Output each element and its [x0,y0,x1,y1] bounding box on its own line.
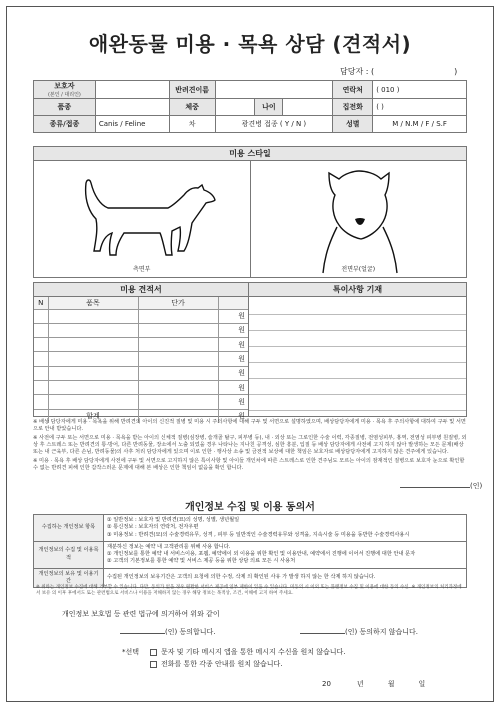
info-table [33,80,467,133]
home-phone-field[interactable]: ( ) [373,99,467,116]
rabies-field[interactable]: 광견병 접종 ( Y / N ) [215,116,333,133]
consent-period-label: 개인정보의 보유 및 이용기간 [34,568,104,588]
estimate-row[interactable]: 원 [34,352,248,366]
estimate-row[interactable]: 원 [34,380,248,394]
consent-note: ※ 위와는 개인정보 수집에 대해 거부할 수 있습니다. 다만, 동의가 없을 경우 원활한 서비스 제공에 일부 제한이 있을 수 있습니다. 미동의 시 이외 또는 플랜정보 수집 및 이용에 대한 동의 수신. ※ 개인정보의 처리과정에서 보유 의 이후 후에서도 또는 관련법으로 서비스나 이용을 저해하지 않는 경우 해당 정보는 목적상, 조건, 이해에 고지 하여 주세요. [36,585,462,597]
dog-face-icon [251,161,467,279]
checkbox-icon[interactable] [150,649,157,656]
notice-text: ※ 배상 담당자에게 미용 · 목욕을 위해 반려견의 아이의 신진적 질병 및 미용 시 주의사항에 대해 구두 및 서면으로 설명하였으며, 배상담당자에게 미용 · 목욕 후 주의사항에 대하여 구두 및 서면으로 안내 받았습니다. ※ 사전에 구두 또는 서면으로 미용 · 목욕을 받는 아이의 신체적 질병(심장병, 슬개골 탈구, 피부병 등), 내 · 외상 또는 그로인한 수술 이력, 각종질병, 전염성피부, 홍역, 전염성 피부병 원질병, 외상 후 스트레스 또는 반려견의 통·방어, 다른 반려동물, 장소에서 노출 되었을 경우 나타나는 지나친 공격성, 심한 흥분, 입질 등 배상 담당자에게 사전에 고지 하지 않아 발생하는 모든 문제(배상 또는 내 근육부, 다른 손님, 반려동물)의 사후 처리 담당자에게 있으며 이로 인한 · 행사상 소송 및 금전적 보상에 대한 책임은 보호자로 배상담당자에게 고지하지 않은 견주에게 있습니다. ※ 미용 · 목욕 후 배상 담당자에게 사전에 구두 및 서면으로 고지하지 않은 특이사항 및 아이들 개인차에 따른 스트레스로 인한 견주님도 모르는 아이의 잠재적인 질병으로 보호자 눈으로 확인할 수 없는 반려견 피해 인한 갑작스러운 문제에 대해 본 배상은 인한 책임이 없음을 확인 합니다. [33,419,467,472]
estimate-total-row[interactable]: 합계 원 [34,409,248,423]
col-item: 품목 [48,297,138,309]
age-field[interactable] [283,99,333,116]
side-view-panel[interactable] [34,161,250,277]
checkbox-icon[interactable] [150,661,157,668]
col-won [218,297,248,309]
special-notes-field[interactable] [249,297,466,416]
estimate-row[interactable]: 원 [34,338,248,352]
optional-label: *선택 [122,648,140,656]
consent-table [33,514,467,588]
date-line[interactable]: 20 년 월 일 [322,680,426,688]
species-field[interactable]: Canis / Feline [95,116,169,133]
call-optout-checkbox[interactable]: 전화를 통한 각종 안내를 원치 않습니다. [150,659,283,669]
sex-label: 성별 [333,116,373,133]
vaccination-count[interactable]: 차 [169,116,215,133]
front-view-panel[interactable] [250,161,467,277]
front-view-caption: 전면부(얼굴) [341,266,376,273]
breed-label: 품종 [34,99,96,116]
sms-optout-checkbox[interactable]: 문자 및 기타 메시지 앱을 통한 메시지 수신을 원치 않습니다. [150,647,346,657]
style-section [33,146,467,278]
consent-items-text: ① 일반정보 : 보호자 및 반려견(묘)의 성명, 성별, 생년월일 ② 통신정보 : 보호자의 연락처, 전자우편 ③ 미용정보 : 반려견(묘)의 수술경력유무, 성격 , 피부 등 일반적인 수술경력유무와 성격을, 지속시술 등 미용을 동반한 수술경력사용시 [104,515,467,542]
sex-field[interactable]: M / N.M / F / S.F [373,116,467,133]
estimate-row[interactable]: 원 [34,395,248,409]
estimate-row[interactable]: 원 [34,366,248,380]
estimate-section [33,282,467,421]
breed-field[interactable] [95,99,169,116]
owner-label: 보호자 (본인 / 대리인) [34,81,96,99]
style-header: 미용 스타일 [34,147,466,161]
owner-field[interactable] [95,81,169,99]
consent-purpose-text: 재분하신 정보는 예약 내 고객관리를 위해 사용 합니다. ① 개인정보를 통한 예약 내 서비스이용, 포웹, 예약에이 외 이용을 위한 확인 및 이용안내, 예약에서 진행에 이어서 진행에 대한 안내 문자 ② 고객의 기본정보를 통한 예약 및 서비스 제공 등을 위한 상담 의료 모든 시 사용처 [104,541,467,568]
side-view-caption: 측면부 [133,266,151,273]
estimate-table [34,297,248,423]
agree-line[interactable]: (인) 동의합니다. [120,627,215,637]
dog-side-icon [34,161,250,279]
consent-title: 개인정보 수집 및 이용 동의서 [185,502,315,513]
estimate-row[interactable]: 원 [34,309,248,323]
pet-name-field[interactable] [215,81,333,99]
col-n: N [34,297,48,309]
consent-purpose-label: 개인정보의 수집 및 이용목적 [34,541,104,568]
consent-items-label: 수집하는 개인정보 항목 [34,515,104,542]
staff-field: 담당자 : ( ) [340,67,458,76]
age-label: 나이 [255,99,283,116]
weight-field[interactable] [215,99,255,116]
col-price: 단가 [138,297,218,309]
contact-field[interactable]: ( 010 ) [373,81,467,99]
pet-name-label: 반려견이름 [169,81,215,99]
special-notes-header: 특이사항 기재 [249,283,466,297]
law-statement: 개인정보 보호법 등 관련 법규에 의거하여 위와 같이 [62,610,220,618]
disagree-line[interactable]: (인) 동의하지 않습니다. [300,627,418,637]
signature-line-1[interactable]: (인) [400,481,482,491]
estimate-row[interactable]: 원 [34,323,248,337]
consent-period-text: 수집된 개인정보의 보유기간은 고객의 요청에 의한 수정, 삭제 의 확인된 사유 가 발생 하지 않는 한 삭제 하지 않습니다. [104,568,467,588]
species-label: 종류/접종 [34,116,96,133]
total-label: 합계 [48,409,138,423]
estimate-header: 미용 견적서 [34,283,248,297]
weight-label: 체중 [169,99,215,116]
home-phone-label: 집전화 [333,99,373,116]
contact-label: 연락처 [333,81,373,99]
page-title: 애완동물 미용 · 목욕 상담 (견적서) [88,32,412,56]
